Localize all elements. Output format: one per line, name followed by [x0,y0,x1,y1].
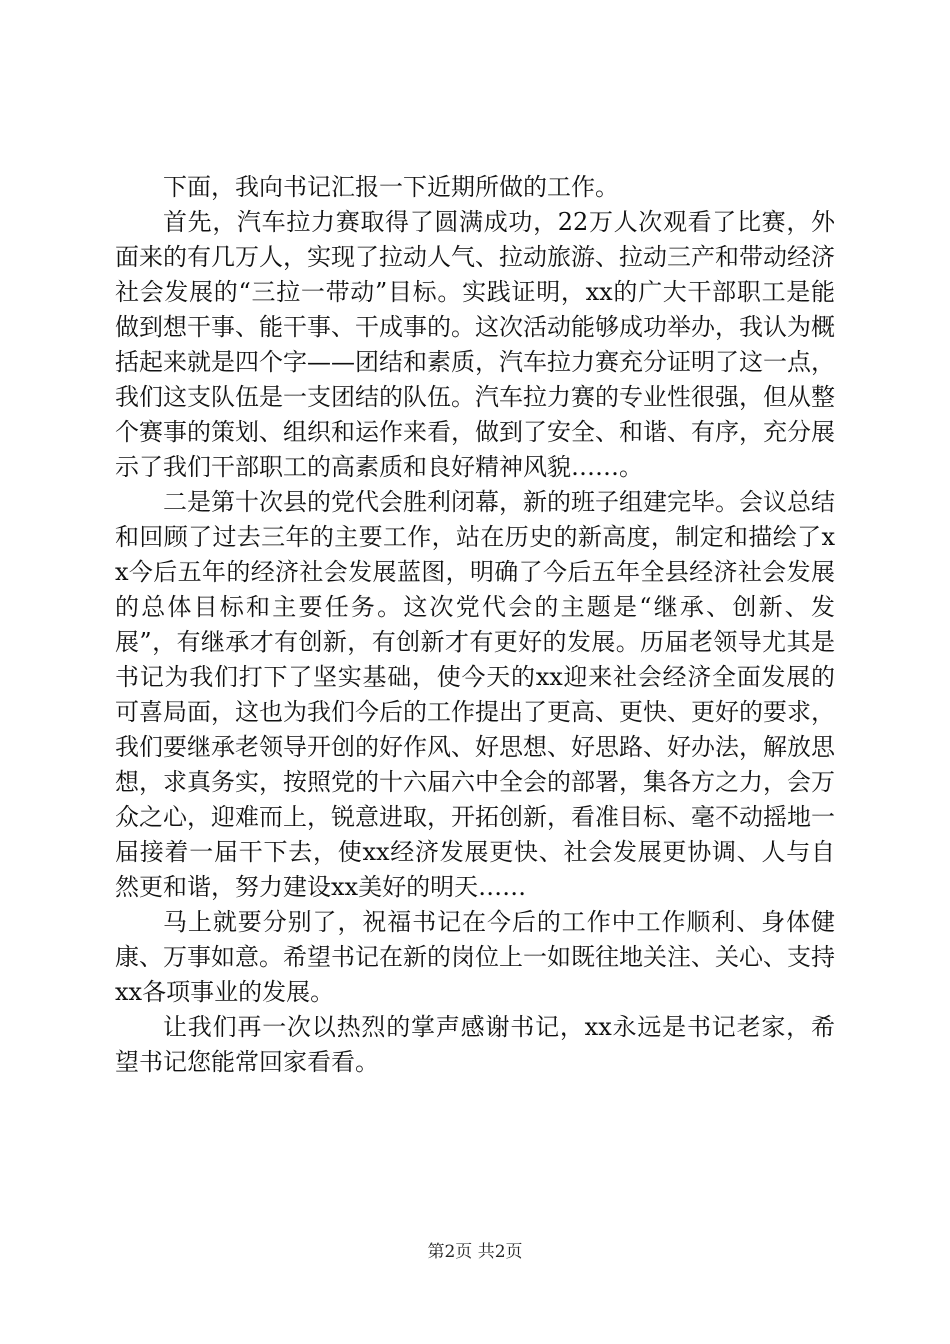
document-body [115,170,835,1080]
paragraph-farewell-wishes: 马上就要分别了，祝福书记在今后的工作中工作顺利、身体健康、万事如意。希望书记在新的岗位上一如既往地关注、关心、支持xx各项事业的发展。 [115,908,835,1006]
paragraph-rally-report: 首先，汽车拉力赛取得了圆满成功，22万人次观看了比赛，外面来的有几万人，实现了拉动人气、拉动旅游、拉动三产和带动经济社会发展的“三拉一带动”目标。实践证明，xx的广大干部职工是能做到想干事、能干事、干成事的。这次活动能够成功举办，我认为概括起来就是四个字——团结和素质，汽车拉力赛充分证明了这一点，我们这支队伍是一支团结的队伍。汽车拉力赛的专业性很强，但从整个赛事的策划、组织和运作来看，做到了安全、和谐、有序，充分展示了我们干部职工的高素质和良好精神风貌……。 [115,208,835,481]
paragraph-closing: 让我们再一次以热烈的掌声感谢书记，xx永远是书记老家，希望书记您能常回家看看。 [115,1013,835,1076]
paragraph-party-congress: 二是第十次县的党代会胜利闭幕，新的班子组建完毕。会议总结和回顾了过去三年的主要工作，站在历史的新高度，制定和描绘了xx今后五年的经济社会发展蓝图，明确了今后五年全县经济社会发展的总体目标和主要任务。这次党代会的主题是“继承、创新、发展”，有继承才有创新，有创新才有更好的发展。历届老领导尤其是书记为我们打下了坚实基础，使今天的xx迎来社会经济全面发展的可喜局面，这也为我们今后的工作提出了更高、更快、更好的要求，我们要继承老领导开创的好作风、好思想、好思路、好办法，解放思想，求真务实，按照党的十六届六中全会的部署，集各方之力，会万众之心，迎难而上，锐意进取，开拓创新，看准目标、毫不动摇地一届接着一届干下去，使xx经济发展更快、社会发展更协调、人与自然更和谐，努力建设xx美好的明天…… [115,488,835,901]
paragraph-intro: 下面，我向书记汇报一下近期所做的工作。 [163,173,619,201]
page-number-footer: 第2页 共2页 [427,1242,523,1262]
